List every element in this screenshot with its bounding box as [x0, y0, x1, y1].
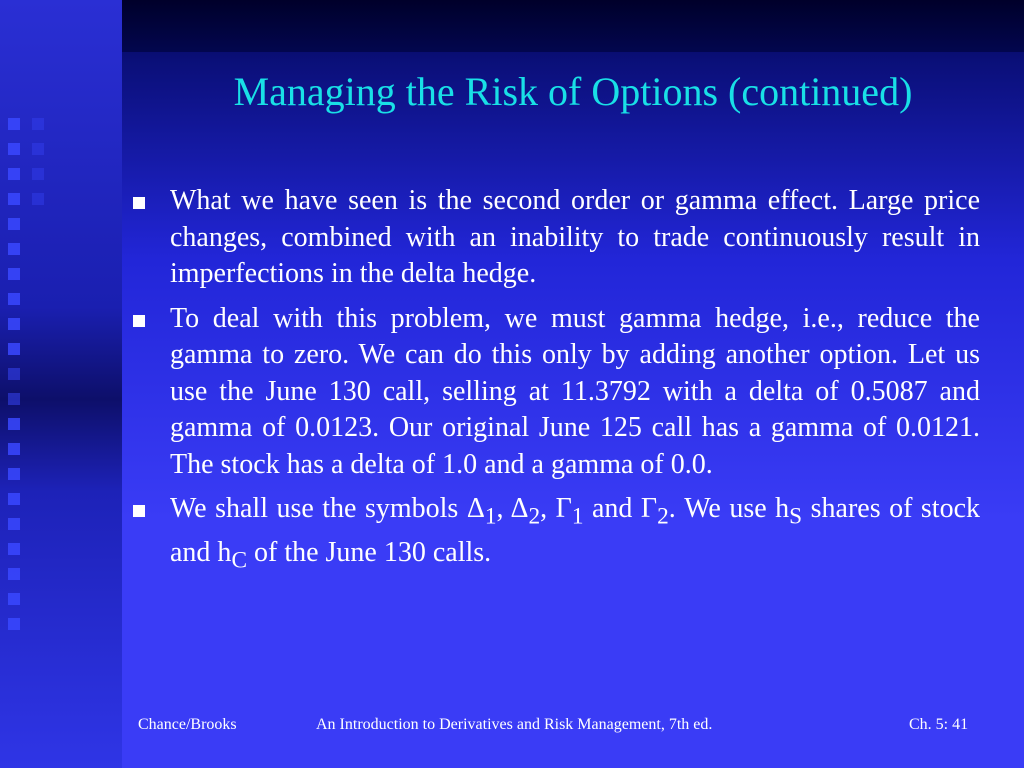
left-decorative-bar: [0, 0, 122, 768]
square-bullet-icon: [133, 505, 145, 517]
bullet-text: What we have seen is the second order or gamma effect. Large price changes, combined with an inability to trade continuously result in imperfections in the delta hedge.: [170, 185, 980, 289]
footer-page-number: Ch. 5: 41: [909, 716, 969, 733]
bullet-item: [130, 301, 980, 484]
decorative-squares: [6, 118, 28, 643]
square-bullet-icon: [133, 315, 145, 327]
slide-title: Managing the Risk of Options (continued): [233, 69, 913, 114]
square-bullet-icon: [133, 197, 145, 209]
decorative-squares-secondary: [30, 118, 44, 218]
bullet-item: [130, 491, 980, 579]
footer-book-title: An Introduction to Derivatives and Risk Management, 7th ed.: [316, 716, 713, 733]
bullet-item: [130, 183, 980, 293]
footer-author: Chance/Brooks: [138, 716, 237, 733]
bullet-list: [130, 183, 980, 587]
bullet-text: To deal with this problem, we must gamma hedge, i.e., reduce the gamma to zero. We can do this only by adding another option. Let us use the June 130 call, selling at 11.3792 with a delta of 0.5087 and gamma of 0.0123. Our original June 125 call has a gamma of 0.0121. The stock has a delta of 1.0 and a gamma of 0.0.: [170, 302, 980, 480]
bullet-text: We shall use the symbols $\Delta_1$, $\Delta_2$, $\Gamma_1$ and $\Gamma_2$. We use $h_S$ shares of stock and $h_C$ of the June 130 calls.: [170, 493, 981, 574]
top-band: [122, 0, 1024, 52]
